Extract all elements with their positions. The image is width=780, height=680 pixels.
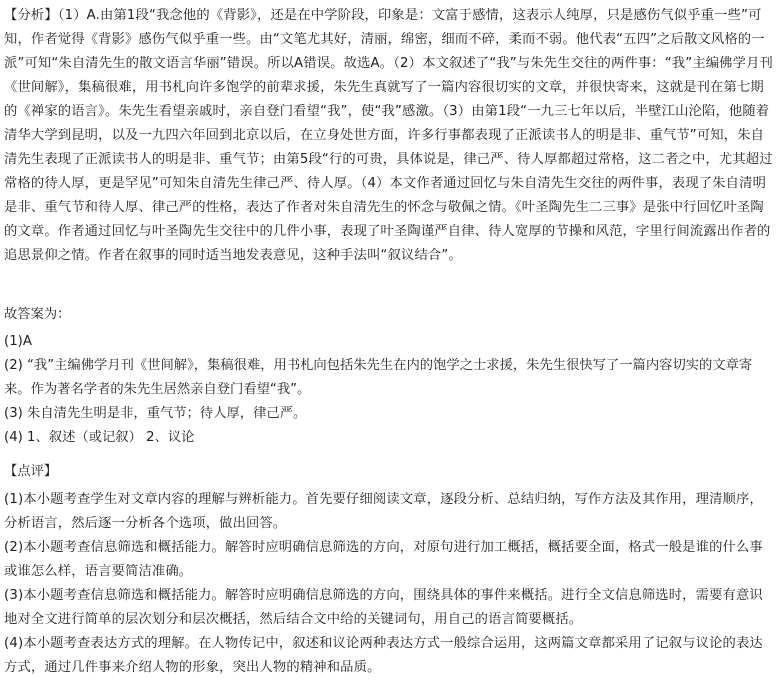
comment-item-1: (1)本小题考查学生对文章内容的理解与辨析能力。首先要仔细阅读文章，逐段分析、总结归纳，写作方法及其作用，理清顺序，分析语言，然后逐一分析各个选项，做出回答。 — [4, 492, 763, 531]
answer-item-3: (3) 朱自清先生明是非，重气节；待人厚，律己严。 — [4, 406, 307, 421]
answer-section — [0, 304, 780, 450]
answer-item-1: (1)A — [4, 334, 32, 349]
analysis-text: （1）A.由第1段“我念他的《背影》，还是在中学阶段，印象是：文富于感情，这表示人纯厚，只是感伤气似乎重一些”可知，作者觉得《背影》感伤气似乎重一些。由“文笔尤其好，清丽，绵密，细而不碎，柔而不弱。他代表“五四”之后散文风格的一派”可知“朱自清先生的散文语言华丽”错误。所以A错误。故选A。（2）本文叙述了“我”与朱先生交往的两件事：“我”主编佛学月刊《世间解》，集稿很难，用书札向许多饱学的前辈求援，朱先生真就写了一篇内容很切实的文章，并很快寄来，这就是刊在第七期的《禅家的语言》。朱先生看望亲戚时，亲自登门看望“我”，使“我”感激。（3）由第1段“一九三七年以后，半壁江山沦陷，他随着清华大学到昆明，以及一九四六年回到北京以后，在立身处世方面，许多行事都表现了正派读书人的明是非、重气节”可知，朱自清先生表现了正派读书人的明是非、重气节；由第5段“行的可贵，具体说是，律己严、待人厚都超过常格，这二者之中，尤其超过常格的待人厚，更是罕见”可知朱自清先生律己严、待人厚。（4）本文作者通过回忆与朱自清先生交往的两件事，表现了朱自清明是非、重气节和待人厚、律己严的性格，表达了作者对朱自清先生的怀念与敬佩之情。《叶圣陶先生二三事》是张中行回忆叶圣陶的文章。作者通过回忆与叶圣陶先生交往中的几件小事，表现了叶圣陶谨严自律、待人宽厚的节操和风范，字里行间流露出作者的追思景仰之情。作者在叙事的同时适当地发表意见，这种手法叫“叙议结合”。 — [4, 8, 773, 263]
answer-heading: 故答案为： — [4, 307, 71, 322]
comment-heading: 【点评】 — [4, 464, 58, 479]
comment-item-3: (3)本小题考查信息筛选和概括能力。解答时应明确信息筛选的方向，围绕具体的事件来概括。进行全文信息筛选时，需要有意识地对全文进行简单的层次划分和层次概括，然后结合文中给的关键词句，用自己的语言简要概括。 — [4, 588, 763, 627]
comment-item-2: (2)本小题考查信息筛选和概括能力。解答时应明确信息筛选的方向，对原句进行加工概括，概括要全面，格式一般是谁的什么事或谁怎么样，语言要简洁准确。 — [4, 540, 763, 579]
analysis-paragraph — [4, 4, 776, 268]
analysis-label: 【分析】 — [4, 8, 58, 23]
answer-item-4: (4) 1、叙述（或记叙） 2、议论 — [4, 430, 195, 445]
answer-item-2: (2) “我”主编佛学月刊《世间解》，集稿很难，用书札向包括朱先生在内的饱学之士求援，朱先生很快写了一篇内容切实的文章寄来。作为著名学者的朱先生居然亲自登门看望“我”。 — [4, 358, 753, 397]
comment-item-4: (4)本小题考查表达方式的理解。在人物传记中，叙述和议论两种表达方式一般综合运用，这两篇文章都采用了记叙与议论的表达方式，通过几件事来介绍人物的形象，突出人物的精神和品质。 — [4, 636, 763, 675]
comment-section — [0, 460, 780, 680]
